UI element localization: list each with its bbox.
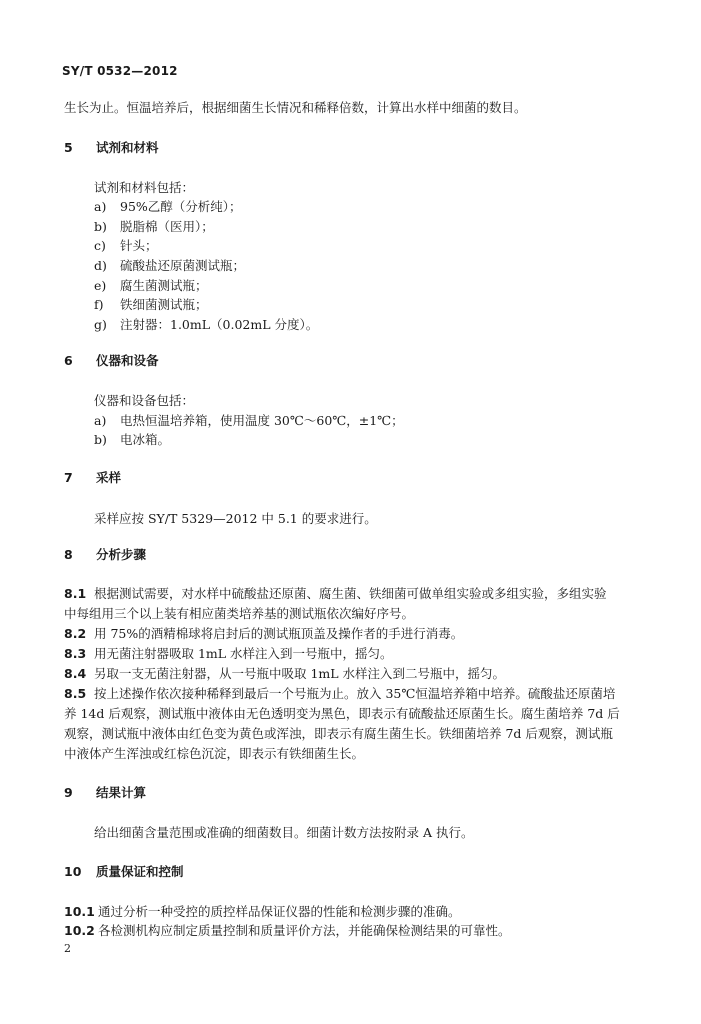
- section-title: 质量保证和控制: [96, 864, 184, 879]
- clause-8-5-cont: 中液体产生浑浊或红棕色沉淀，即表示有铁细菌生长。: [64, 746, 365, 761]
- list-item: [94, 413, 404, 429]
- list-item-text: 95%乙醇（分析纯）；: [120, 199, 242, 214]
- intro-line: 生长为止。恒温培养后，根据细菌生长情况和稀释倍数，计算出水样中细菌的数目。: [64, 100, 527, 115]
- clause-text: 用无菌注射器吸取 1mL 水样注入到一号瓶中，摇匀。: [94, 646, 393, 661]
- list-item: [94, 432, 170, 448]
- list-item-label: a): [94, 413, 107, 428]
- section-9-text: 给出细菌含量范围或准确的细菌数目。细菌计数方法按附录 A 执行。: [94, 825, 474, 840]
- list-item-label: a): [94, 199, 107, 214]
- list-item: [94, 199, 242, 215]
- section-7-heading: [64, 470, 121, 486]
- section-9-heading: [64, 785, 146, 801]
- section-title: 试剂和材料: [96, 140, 159, 155]
- list-item-label: c): [94, 238, 106, 253]
- clause-8-1: [64, 586, 607, 602]
- clause-text: 各检测机构应制定质量控制和质量评价方法，并能确保检测结果的可靠性。: [98, 923, 511, 938]
- list-item-label: e): [94, 278, 107, 293]
- list-item: [94, 317, 318, 333]
- section-number: 9: [64, 785, 73, 800]
- list-item: [94, 238, 158, 254]
- clause-text: 通过分析一种受控的质控样品保证仪器的性能和检测步骤的准确。: [98, 904, 461, 919]
- clause-8-4: [64, 666, 505, 682]
- clause-10-2: [64, 923, 511, 939]
- list-item-text: 注射器：1.0mL（0.02mL 分度）。: [120, 317, 319, 332]
- clause-8-3: [64, 646, 393, 662]
- list-item: [94, 297, 208, 313]
- list-item-text: 铁细菌测试瓶；: [120, 297, 208, 312]
- clause-8-5: [64, 686, 615, 702]
- page-number: 2: [64, 942, 71, 955]
- section-title: 分析步骤: [96, 547, 147, 562]
- section-5-heading: [64, 140, 159, 156]
- list-item-text: 脱脂棉（医用）；: [120, 219, 214, 234]
- list-item-label: b): [94, 219, 107, 234]
- clause-8-2: [64, 626, 463, 642]
- clause-number: 8.3: [64, 646, 87, 661]
- section-6-lead: 仪器和设备包括：: [94, 393, 195, 408]
- list-item-label: g): [94, 317, 107, 332]
- clause-8-1-cont: 中每组用三个以上装有相应菌类培养基的测试瓶依次编好序号。: [64, 606, 415, 621]
- clause-8-5-cont: 观察，测试瓶中液体由红色变为黄色或浑浊，即表示有腐生菌生长。铁细菌培养 7d 后观察，测试瓶: [64, 726, 613, 741]
- section-7-text: 采样应按 SY/T 5329—2012 中 5.1 的要求进行。: [94, 511, 377, 526]
- section-number: 5: [64, 140, 73, 155]
- section-6-heading: [64, 353, 159, 369]
- list-item-label: b): [94, 432, 107, 447]
- list-item-text: 硫酸盐还原菌测试瓶；: [120, 258, 246, 273]
- document-header: SY/T 0532—2012: [62, 64, 178, 78]
- clause-number: 8.2: [64, 626, 87, 641]
- list-item-text: 电冰箱。: [120, 432, 171, 447]
- clause-8-5-cont: 养 14d 后观察，测试瓶中液体由无色透明变为黑色，即表示有硫酸盐还原菌生长。腐生菌培养 7d 后: [64, 706, 620, 721]
- clause-number: 8.1: [64, 586, 87, 601]
- section-number: 7: [64, 470, 73, 485]
- clause-number: 10.2: [64, 923, 95, 938]
- list-item: [94, 278, 208, 294]
- section-title: 结果计算: [96, 785, 147, 800]
- clause-number: 10.1: [64, 904, 95, 919]
- list-item-label: d): [94, 258, 107, 273]
- list-item: [94, 219, 214, 235]
- section-number: 6: [64, 353, 73, 368]
- section-5-lead: 试剂和材料包括：: [94, 180, 195, 195]
- list-item-text: 电热恒温培养箱，使用温度 30℃～60℃，±1℃；: [120, 413, 404, 428]
- list-item-label: f): [94, 297, 104, 312]
- section-10-heading: [64, 864, 184, 880]
- clause-10-1: [64, 904, 461, 920]
- clause-number: 8.4: [64, 666, 87, 681]
- section-number: 8: [64, 547, 73, 562]
- list-item: [94, 258, 245, 274]
- section-8-heading: [64, 547, 146, 563]
- clause-text: 另取一支无菌注射器，从一号瓶中吸取 1mL 水样注入到二号瓶中，摇匀。: [94, 666, 506, 681]
- clause-number: 8.5: [64, 686, 87, 701]
- list-item-text: 针头；: [120, 238, 158, 253]
- section-title: 仪器和设备: [96, 353, 159, 368]
- section-title: 采样: [96, 470, 122, 485]
- section-number: 10: [64, 864, 82, 879]
- clause-text: 根据测试需要，对水样中硫酸盐还原菌、腐生菌、铁细菌可做单组实验或多组实验，多组实验: [94, 586, 607, 601]
- clause-text: 用 75%的酒精棉球将启封后的测试瓶顶盖及操作者的手进行消毒。: [94, 626, 464, 641]
- list-item-text: 腐生菌测试瓶；: [120, 278, 208, 293]
- clause-text: 按上述操作依次接种稀释到最后一个号瓶为止。放入 35℃恒温培养箱中培养。硫酸盐还原菌培: [94, 686, 616, 701]
